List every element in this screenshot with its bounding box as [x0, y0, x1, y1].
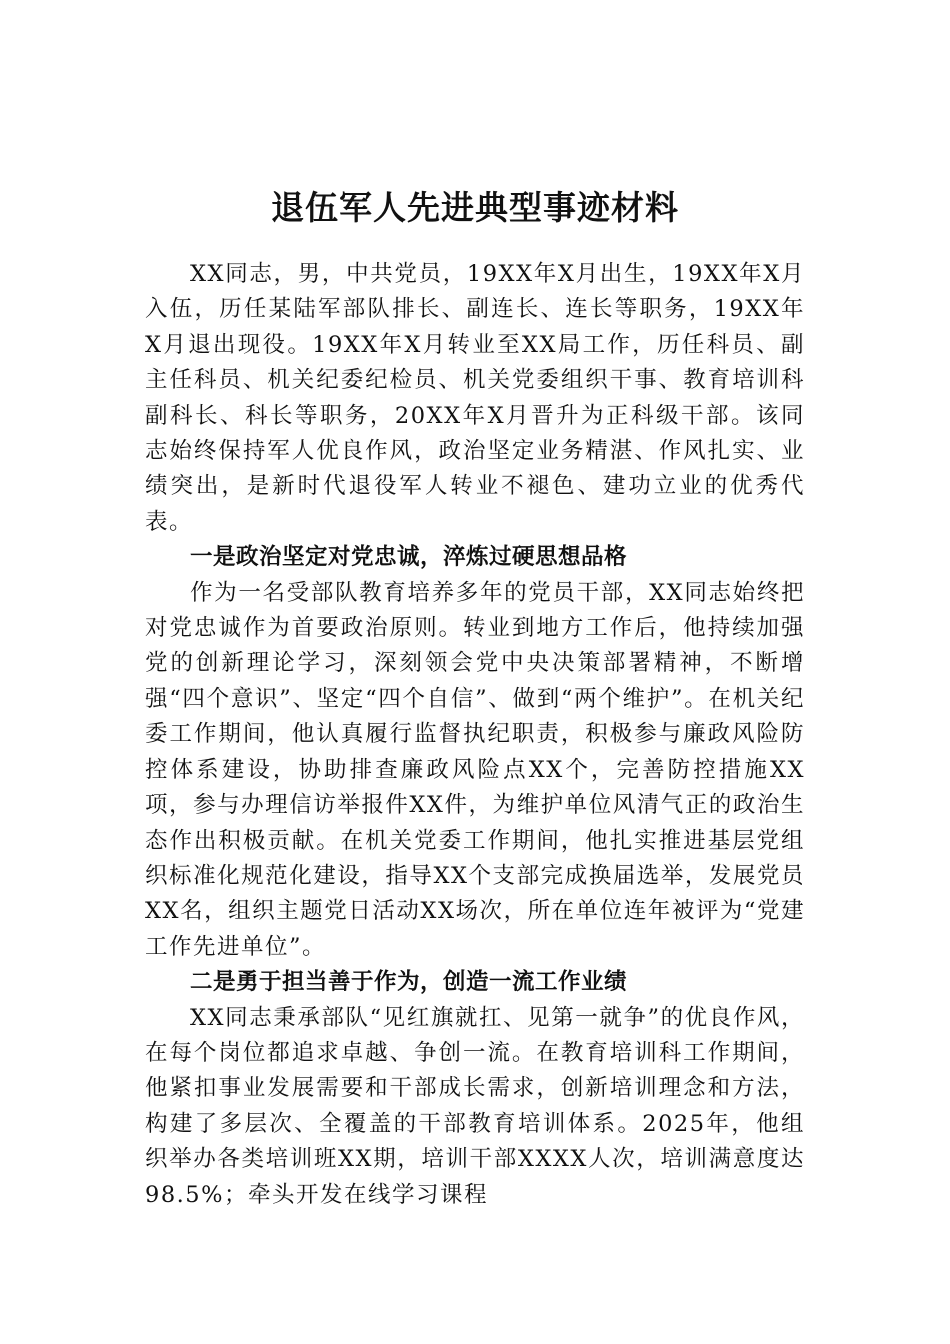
intro-paragraph: XX同志，男，中共党员，19XX年X月出生，19XX年X月入伍，历任某陆军部队排长、副连长、连长等职务，19XX年X月退出现役。19XX年X月转业至XX局工作，历任科员、副主任科员、机关纪委纪检员、机关党委组织干事、教育培训科副科长、科长等职务，20XX年X月晋升为正科级干部。该同志始终保持军人优良作风，政治坚定业务精湛、作风扎实、业绩突出，是新时代退役军人转业不褪色、建功立业的优秀代表。 — [145, 261, 805, 535]
document-body — [145, 257, 805, 1213]
section-1-heading: 一是政治坚定对党忠诚，淬炼过硬思想品格 — [190, 544, 628, 571]
section-2-heading: 二是勇于担当善于作为，创造一流工作业绩 — [190, 969, 628, 996]
section-1-paragraph: 作为一名受部队教育培养多年的党员干部，XX同志始终把对党忠诚作为首要政治原则。转业到地方工作后，他持续加强党的创新理论学习，深刻领会党中央决策部署精神，不断增强“四个意识”、坚定“四个自信”、做到“两个维护”。在机关纪委工作期间，他认真履行监督执纪职责，积极参与廉政风险防控体系建设，协助排查廉政风险点XX个，完善防控措施XX项，参与办理信访举报件XX件，为维护单位风清气正的政治生态作出积极贡献。在机关党委工作期间，他扎实推进基层党组织标准化规范化建设，指导XX个支部完成换届选举，发展党员XX名，组织主题党日活动XX场次，所在单位连年被评为“党建工作先进单位”。 — [145, 579, 805, 960]
document-title: 退伍军人先进典型事迹材料 — [271, 188, 679, 228]
section-2-paragraph: XX同志秉承部队“见红旗就扛、见第一就争”的优良作风，在每个岗位都追求卓越、争创一流。在教育培训科工作期间，他紧扣事业发展需要和干部成长需求，创新培训理念和方法，构建了多层次、全覆盖的干部教育培训体系。2025年，他组织举办各类培训班XX期，培训干部XXXX人次，培训满意度达98.5%；牵头开发在线学习课程 — [145, 1004, 805, 1208]
